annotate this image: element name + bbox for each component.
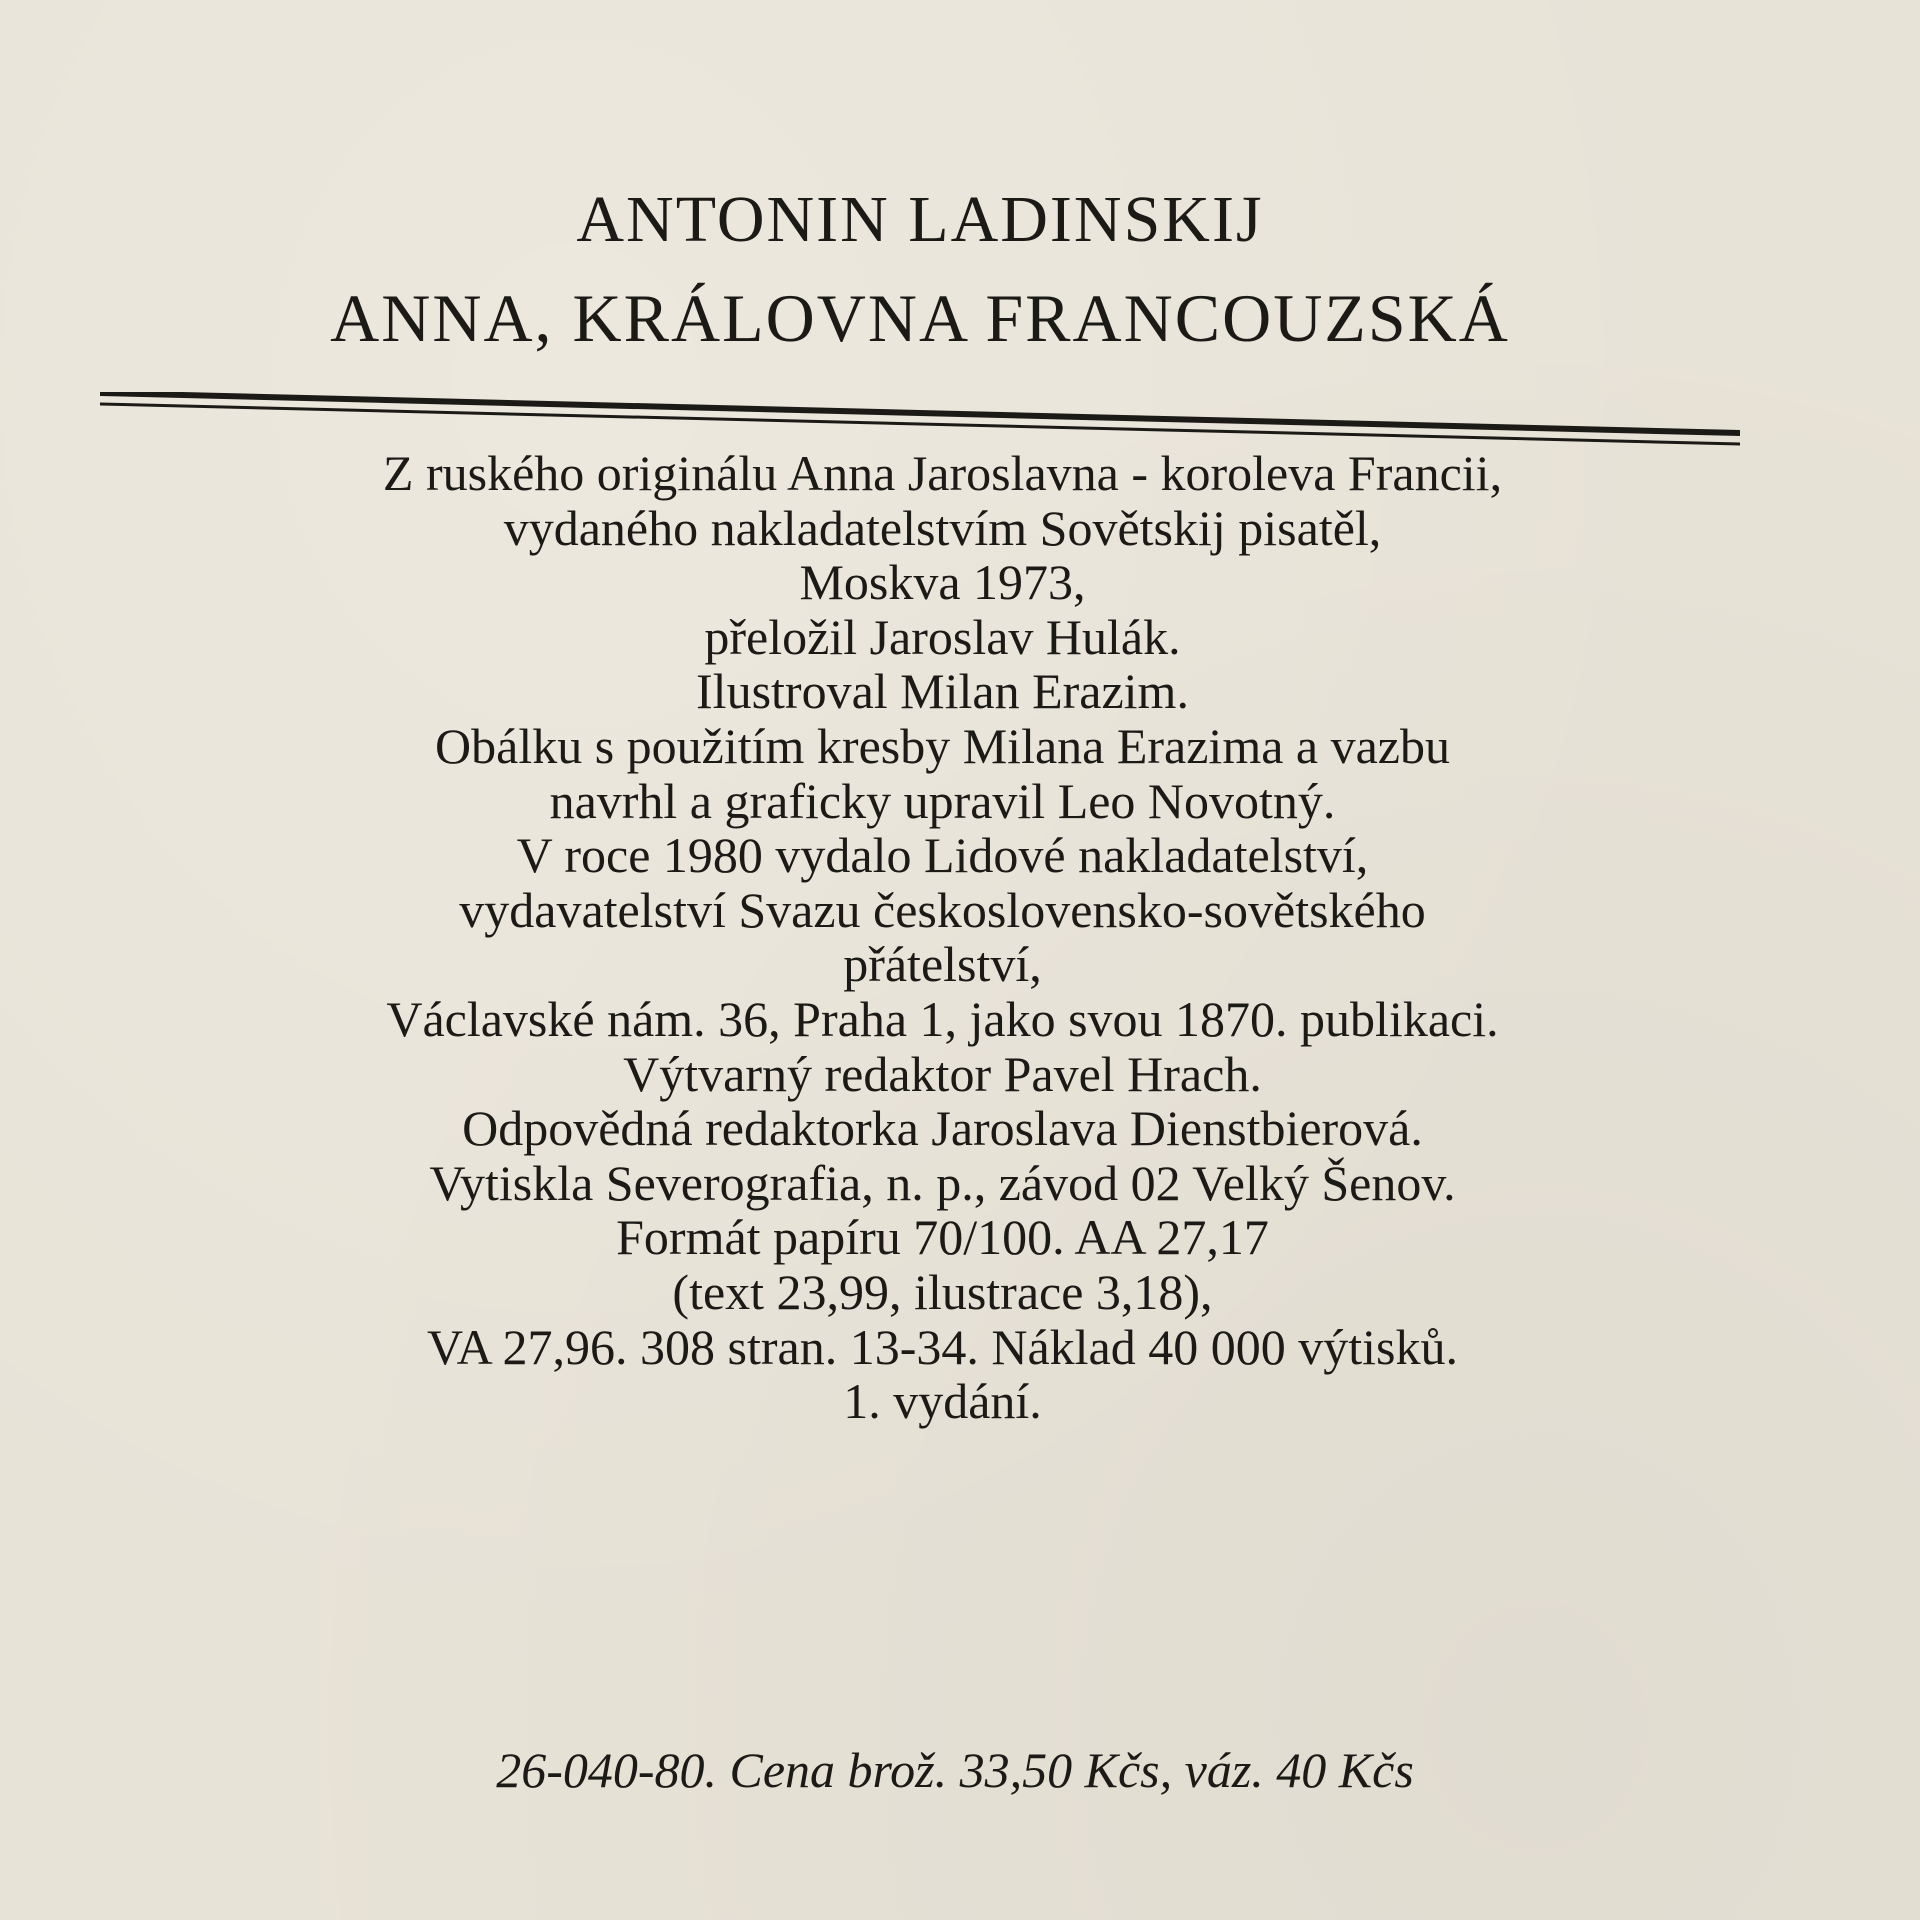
colophon-line: Moskva 1973, xyxy=(799,554,1086,611)
colophon-line: Výtvarný redaktor Pavel Hrach. xyxy=(623,1045,1262,1102)
colophon-line: přátelství, xyxy=(843,936,1042,993)
colophon-line: Vytiskla Severografia, n. p., závod 02 Velký Šenov. xyxy=(429,1154,1456,1211)
colophon-line: 1. vydání. xyxy=(843,1373,1042,1430)
colophon-line: Odpovědná redaktorka Jaroslava Dienstbierová. xyxy=(462,1100,1423,1157)
double-rule-divider xyxy=(100,392,1740,452)
colophon-text xyxy=(90,446,1795,1429)
colophon-line: Z ruského originálu Anna Jaroslavna - koroleva Francii, xyxy=(382,445,1503,501)
colophon-line: přeložil Jaroslav Hulák. xyxy=(704,608,1181,665)
book-title: ANNA, KRÁLOVNA FRANCOUZSKÁ xyxy=(330,280,1510,356)
author-name: ANTONIN LADINSKIJ xyxy=(576,183,1264,256)
title-block xyxy=(0,172,1840,368)
colophon-line: vydaného nakladatelstvím Sovětskij pisatěl, xyxy=(503,499,1382,556)
colophon-line: Václavské nám. 36, Praha 1, jako svou 1870. publikaci. xyxy=(386,990,1499,1047)
colophon-line: Obálku s použitím kresby Milana Erazima a vazbu xyxy=(435,717,1450,774)
colophon-line: VA 27,96. 308 stran. 13-34. Náklad 40 000 výtisků. xyxy=(427,1318,1458,1375)
colophon-line: Formát papíru 70/100. AA 27,17 xyxy=(616,1209,1269,1266)
colophon-line: V roce 1980 vydalo Lidové nakladatelství, xyxy=(516,827,1369,884)
colophon-line: (text 23,99, ilustrace 3,18), xyxy=(672,1263,1213,1320)
thick-rule xyxy=(100,393,1740,433)
price-line: 26-040-80. Cena brož. 33,50 Kčs, váz. 40 Kčs xyxy=(496,1742,1414,1798)
colophon-line: navrhl a graficky upravil Leo Novotný. xyxy=(549,772,1336,829)
colophon-line: vydavatelství Svazu československo-sovětského xyxy=(459,881,1426,938)
colophon-line: Ilustroval Milan Erazim. xyxy=(696,663,1189,720)
